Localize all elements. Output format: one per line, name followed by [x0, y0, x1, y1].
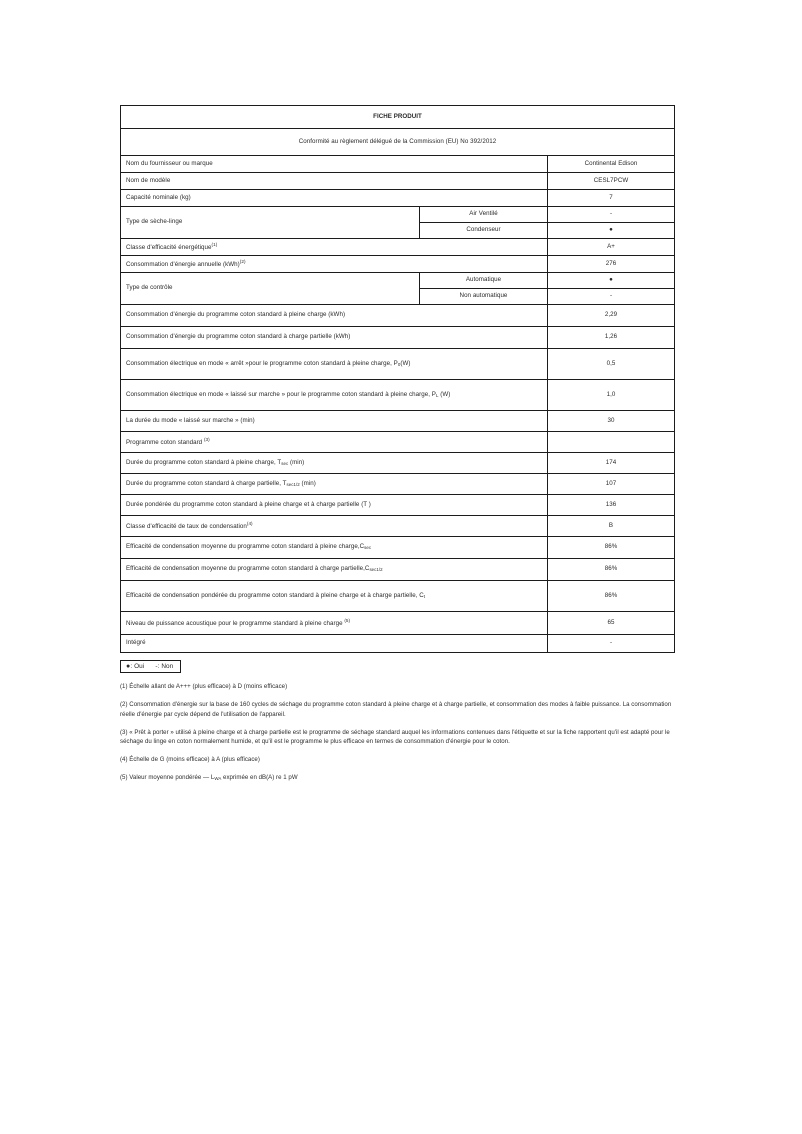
row-value-builtin: - [548, 635, 675, 653]
row-label-cond-eff-full-pre: Efficacité de condensation moyenne du programme coton standard à pleine charge,C [126, 543, 365, 551]
row-label-duration-full-load [121, 453, 548, 474]
table-row [121, 305, 675, 327]
row-label-duration-full-load-post: (min) [288, 458, 305, 466]
row-label-cond-eff-full [121, 537, 548, 559]
table-row [121, 380, 675, 411]
subscript-tsec: sec [281, 460, 289, 466]
row-label-left-on-power-pre: Consommation électrique en mode « laissé sur marche » pour le programme coton standard à pleine charge, P [126, 390, 436, 398]
footnote-marker: (5) [344, 617, 351, 623]
table-row [121, 156, 675, 173]
row-label-off-mode-power-post: (W) [400, 359, 411, 367]
table-row [121, 256, 675, 273]
row-value-weighted-duration: 136 [548, 495, 675, 516]
subscript-lwa: WA [214, 775, 222, 781]
footnote-2: (2) Consommation d'énergie sur la base de 160 cycles de séchage du programme coton standard à pleine charge et à charge partielle, et consommation des modes à faible puissance. La consommation réelle d'énergie par cycle dépend de l'utilisation de l'appareil. [120, 700, 672, 718]
row-label-cond-eff-partial [121, 559, 548, 581]
footnote-1: (1) Échelle allant de A+++ (plus efficace) à D (moins efficace) [120, 683, 288, 690]
row-label-cond-eff-partial-pre: Efficacité de condensation moyenne du programme coton standard à charge partielle,C [126, 565, 370, 573]
row-value-off-mode-power: 0,5 [548, 349, 675, 380]
table-row [121, 190, 675, 207]
row-label-dryer-type: Type de sèche-linge [121, 207, 420, 239]
table-row [121, 474, 675, 495]
legend-yes-symbol: ● [126, 663, 131, 670]
table-row-subtitle [121, 129, 675, 156]
row-label-standard-program [121, 432, 548, 453]
subscript-ct: t [423, 593, 426, 599]
row-label-energy-full-load: Consommation d'énergie du programme coton standard à pleine charge (kWh) [121, 305, 548, 327]
row-label-weighted-duration: Durée pondérée du programme coton standard à pleine charge et à charge partielle (T ) [121, 495, 548, 516]
row-label-noise-level [121, 612, 548, 635]
row-value-left-on-power: 1,0 [548, 380, 675, 411]
row-label-energy-class-text: Classe d'efficacité énergétique [126, 243, 212, 251]
row-label-off-mode-power [121, 349, 548, 380]
table-row [121, 495, 675, 516]
row-label-energy-class [121, 239, 548, 256]
row-label-off-mode-power-pre: Consommation électrique en mode « arrêt »pour le programme coton standard à pleine charge, P [126, 359, 398, 367]
row-label-builtin: Intégré [121, 635, 548, 653]
subrow-value-condenser: ● [548, 223, 675, 239]
row-value-condensation-class: B [548, 516, 675, 537]
table-row [121, 581, 675, 612]
table-row [121, 559, 675, 581]
row-label-cond-eff-weighted-pre: Efficacité de condensation pondérée du programme coton standard à pleine charge et à charge partielle, C [126, 591, 424, 599]
row-label-duration-partial-load-pre: Durée du programme coton standard à charge partielle, T [126, 479, 287, 487]
row-label-energy-partial-load: Consommation d'énergie du programme coton standard à charge partielle (kWh) [121, 327, 548, 349]
row-label-left-on-power [121, 380, 548, 411]
table-row [121, 432, 675, 453]
subscript-tsec12: sec1/2 [286, 481, 300, 487]
row-label-condensation-class-text: Classe d'efficacité de taux de condensation [126, 522, 247, 530]
table-row [121, 635, 675, 653]
table-row [121, 349, 675, 380]
row-label-capacity: Capacité nominale (kg) [121, 190, 548, 207]
row-value-left-on-duration: 30 [548, 411, 675, 432]
row-label-standard-program-text: Programme coton standard [126, 438, 203, 446]
footnote-marker: (3) [203, 436, 210, 442]
subscript-p0: 0 [397, 361, 401, 367]
row-label-control-type: Type de contrôle [121, 273, 420, 305]
legend-no-text: : Non [157, 663, 174, 670]
table-row [121, 516, 675, 537]
legend-box [120, 660, 181, 673]
subrow-value-automatic: ● [548, 273, 675, 289]
document-title: FICHE PRODUIT [121, 106, 675, 129]
subscript-pl: L [435, 392, 439, 398]
row-value-energy-class: A+ [548, 239, 675, 256]
footnote-3: (3) « Prêt à porter » utilisé à pleine charge et à charge partielle est le programme de séchage standard auquel les informations contenues dans l'étiquette et sur la fiche rapportent qu'il est adapté pour le séchage du linge en coton normalement humide, et qu'il est le programme le plus efficace en termes de consommation d'énergie pour le coton. [120, 728, 670, 746]
row-value-energy-partial-load: 1,26 [548, 327, 675, 349]
table-row-dryer-type-vented [121, 207, 675, 223]
legend-no-symbol: - [155, 663, 158, 670]
row-value-standard-program [548, 432, 675, 453]
table-row [121, 453, 675, 474]
row-value-duration-partial-load: 107 [548, 474, 675, 495]
row-value-cond-eff-partial: 86% [548, 559, 675, 581]
row-value-capacity: 7 [548, 190, 675, 207]
table-row [121, 612, 675, 635]
subrow-label-automatic: Automatique [420, 273, 548, 289]
row-label-duration-partial-load-post: (min) [299, 479, 316, 487]
row-value-annual-consumption: 276 [548, 256, 675, 273]
document-subtitle: Conformité au règlement délégué de la Commission (EU) No 392/2012 [121, 129, 675, 156]
row-value-supplier: Continental Edison [548, 156, 675, 173]
subrow-value-air-vented: - [548, 207, 675, 223]
row-label-condensation-class [121, 516, 548, 537]
row-label-supplier: Nom du fournisseur ou marque [121, 156, 548, 173]
row-value-cond-eff-weighted: 86% [548, 581, 675, 612]
footnote-marker: (4) [246, 520, 253, 526]
footnote-4: (4) Échelle de G (moins efficace) à A (plus efficace) [120, 756, 260, 764]
table-row-title [121, 106, 675, 129]
table-row [121, 537, 675, 559]
footnote-5: (5) Valeur moyenne pondérée — $L_{WA}$ exprimée en dB(A) re 1 pW [120, 774, 298, 782]
table-row [121, 239, 675, 256]
row-label-cond-eff-weighted [121, 581, 548, 612]
footnote-marker: (1) [211, 241, 218, 247]
row-label-duration-partial-load [121, 474, 548, 495]
table-row-control-auto [121, 273, 675, 289]
row-value-duration-full-load: 174 [548, 453, 675, 474]
row-label-model: Nom de modèle [121, 173, 548, 190]
row-label-noise-level-text: Niveau de puissance acoustique pour le programme standard à pleine charge [126, 619, 343, 627]
row-value-cond-eff-full: 86% [548, 537, 675, 559]
row-label-left-on-power-post: (W) [438, 390, 451, 398]
footnotes-list [120, 682, 680, 783]
table-row [121, 327, 675, 349]
footnote-marker: (2) [239, 258, 246, 264]
subrow-label-condenser: Condenseur [420, 223, 548, 239]
row-value-energy-full-load: 2,29 [548, 305, 675, 327]
row-label-duration-full-load-pre: Durée du programme coton standard à pleine charge, T [126, 458, 282, 466]
subrow-value-non-automatic: - [548, 289, 675, 305]
legend-yes-text: : Oui [130, 663, 145, 670]
subscript-csec: sec [364, 545, 372, 551]
row-label-annual-consumption [121, 256, 548, 273]
subrow-label-air-vented: Air Ventilé [420, 207, 548, 223]
product-spec-table [120, 105, 675, 653]
row-label-left-on-duration: La durée du mode « laissé sur marche » (min) [121, 411, 548, 432]
product-fiche-sheet [120, 105, 674, 783]
row-label-annual-consumption-text: Consommation d'énergie annuelle (kWh) [126, 260, 240, 268]
table-row [121, 173, 675, 190]
subrow-label-non-automatic: Non automatique [420, 289, 548, 305]
row-value-noise-level: 65 [548, 612, 675, 635]
subscript-csec12: sec1/2 [369, 567, 383, 573]
table-row [121, 411, 675, 432]
row-value-model: CESL7PCW [548, 173, 675, 190]
